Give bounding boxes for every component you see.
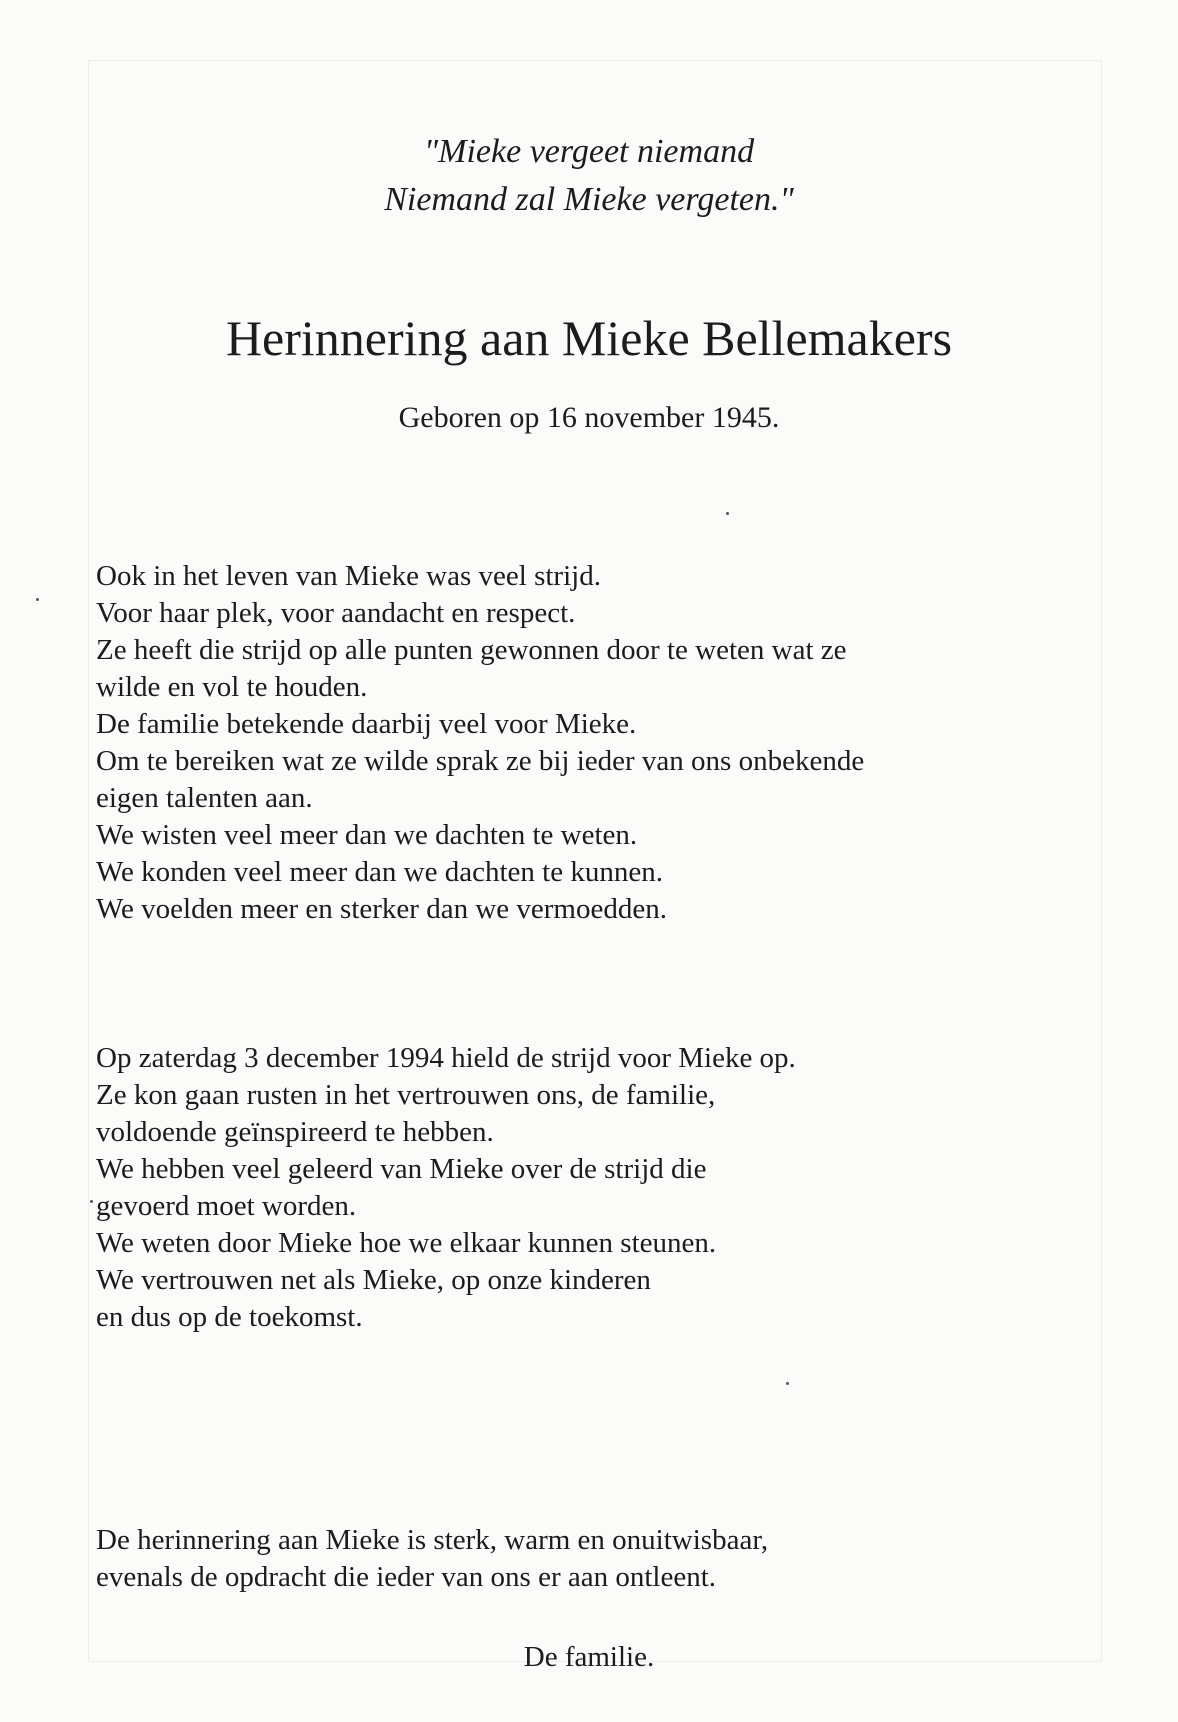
text-line: eigen talenten aan.	[96, 782, 313, 814]
paragraph-remembrance	[96, 1522, 1096, 1596]
text-line: We voelden meer en sterker dan we vermoedden.	[96, 893, 667, 925]
text-line: We vertrouwen net als Mieke, op onze kinderen	[96, 1264, 651, 1296]
scan-speck	[726, 512, 729, 515]
text-line: wilde en vol te houden.	[96, 671, 368, 703]
text-line: We konden veel meer dan we dachten te kunnen.	[96, 856, 663, 888]
memorial-quote	[0, 128, 1178, 224]
text-line: We weten door Mieke hoe we elkaar kunnen steunen.	[96, 1227, 717, 1259]
scan-speck	[36, 598, 39, 601]
scan-speck	[90, 1200, 93, 1203]
text-line: De herinnering aan Mieke is sterk, warm en onuitwisbaar,	[96, 1524, 769, 1556]
text-line: evenals de opdracht die ieder van ons er aan ontleent.	[96, 1561, 717, 1593]
text-line: We wisten veel meer dan we dachten te weten.	[96, 819, 638, 851]
scan-speck	[786, 1382, 789, 1385]
quote-line: "Mieke vergeet niemand	[423, 133, 755, 170]
text-line: Ze kon gaan rusten in het vertrouwen ons, de familie,	[96, 1079, 716, 1111]
text-line: voldoende geïnspireerd te hebben.	[96, 1116, 494, 1148]
quote-line: Niemand zal Mieke vergeten."	[384, 181, 794, 218]
text-line: De familie betekende daarbij veel voor Mieke.	[96, 708, 637, 740]
paragraph-life	[96, 558, 1096, 928]
text-line: Om te bereiken wat ze wilde sprak ze bij ieder van ons onbekende	[96, 745, 865, 777]
text-line: Ook in het leven van Mieke was veel strijd.	[96, 560, 601, 592]
paragraph-passing	[96, 1040, 1096, 1336]
signature: De familie.	[523, 1641, 655, 1673]
text-line: gevoerd moet worden.	[96, 1190, 357, 1222]
text-line: en dus op de toekomst.	[96, 1301, 363, 1333]
page-title: Herinnering aan Mieke Bellemakers	[225, 310, 953, 366]
text-line: Op zaterdag 3 december 1994 hield de strijd voor Mieke op.	[96, 1042, 796, 1074]
text-line: Voor haar plek, voor aandacht en respect.	[96, 597, 576, 629]
text-line: We hebben veel geleerd van Mieke over de strijd die	[96, 1153, 707, 1185]
birth-date-line: Geboren op 16 november 1945.	[398, 401, 780, 434]
text-line: Ze heeft die strijd op alle punten gewonnen door te weten wat ze	[96, 634, 847, 666]
